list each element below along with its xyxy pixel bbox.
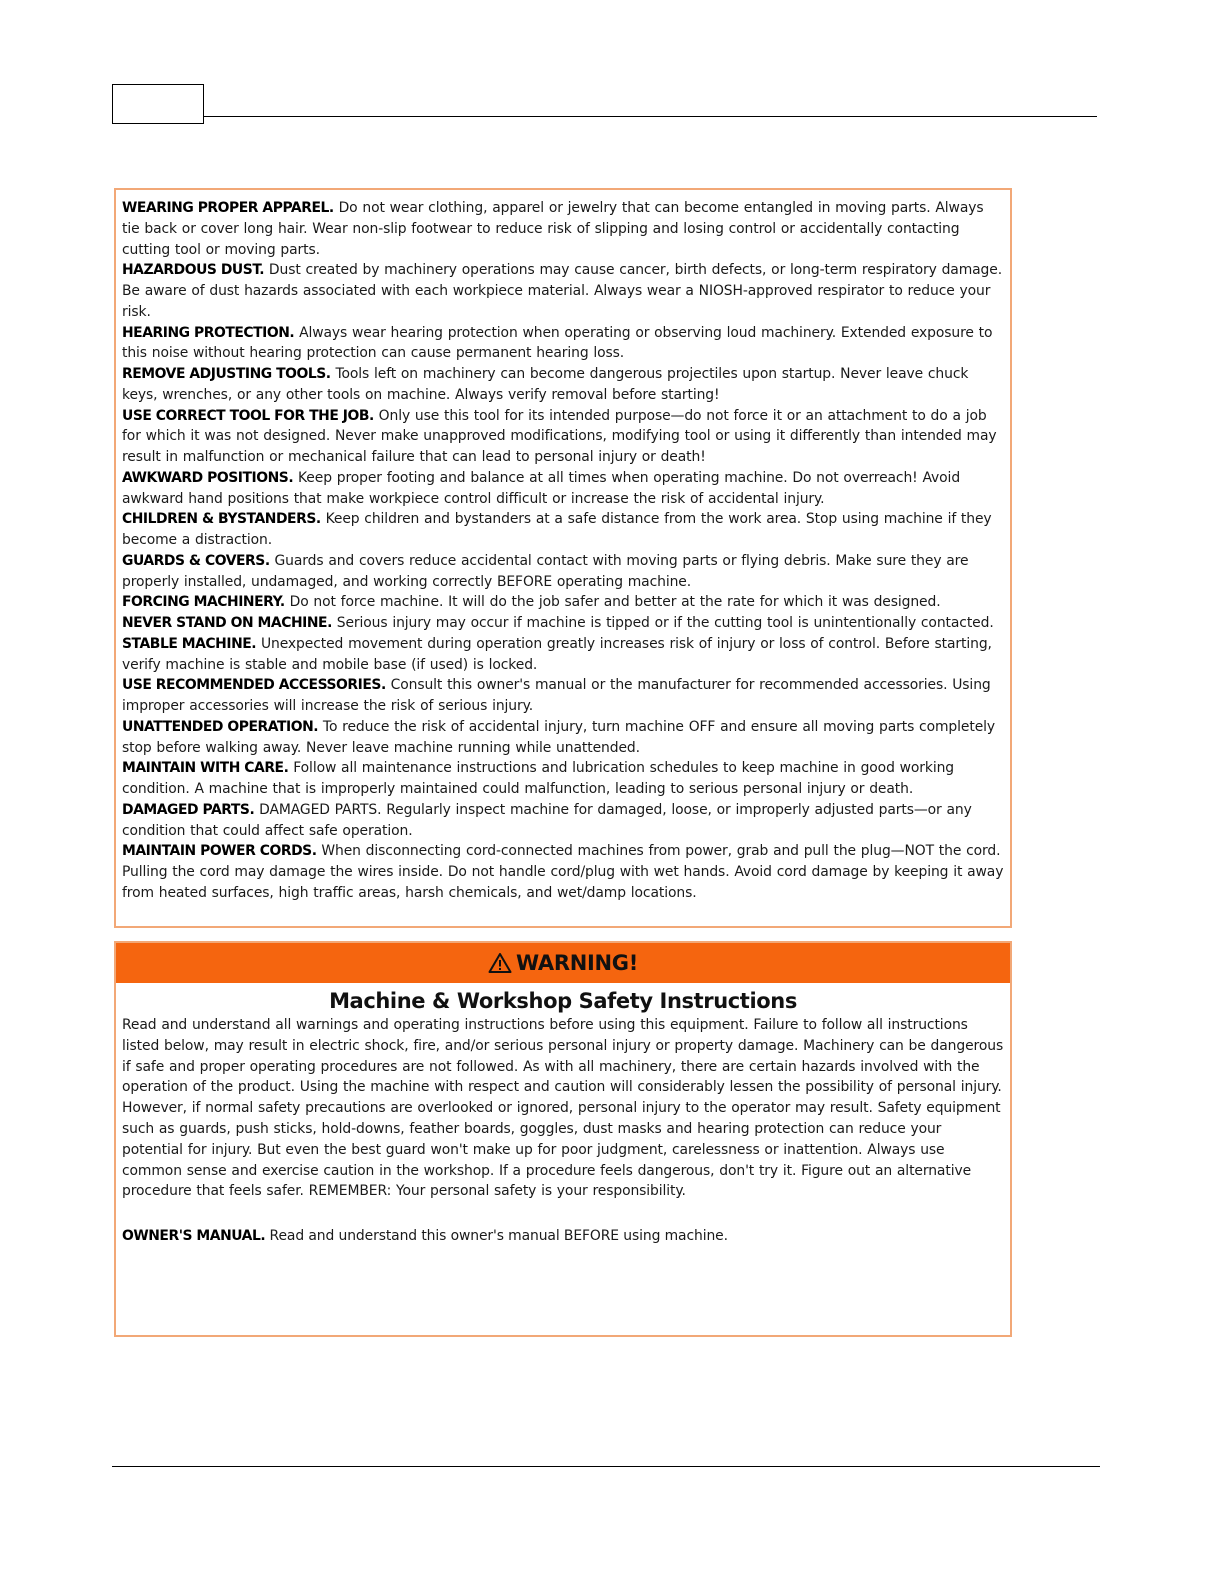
rule-text: Do not wear clothing, apparel or jewelry that can become entangled in moving parts. Always tie back or cover long hair. Wear non-slip footwear to reduce risk of slipping and losing control or accidentally contacting cutting tool or moving parts. bbox=[122, 200, 984, 258]
rule-use-correct-tool bbox=[122, 406, 1004, 468]
rule-damaged-parts bbox=[122, 800, 1004, 842]
warning-box bbox=[114, 941, 1012, 1337]
rule-wearing-proper-apparel bbox=[122, 198, 1004, 260]
rule-text: Tools left on machinery can become dangerous projectiles upon startup. Never leave chuck keys, wrenches, or any other tools on machine. Always verify removal before starting! bbox=[122, 366, 969, 403]
rule-unattended-operation bbox=[122, 717, 1004, 759]
rule-text: To reduce the risk of accidental injury, turn machine OFF and ensure all moving parts completely stop before walking away. Never leave machine running while unattended. bbox=[122, 718, 996, 756]
rule-text: Unexpected movement during operation greatly increases risk of injury or loss of control. Before starting, verify machine is stable and mobile base (if used) is locked. bbox=[122, 635, 992, 673]
rule-maintain-power-cords bbox=[122, 841, 1004, 903]
rule-heading: CHILDREN & BYSTANDERS. bbox=[122, 511, 321, 528]
rule-stable-machine bbox=[122, 634, 1004, 676]
rule-heading: USE RECOMMENDED ACCESSORIES. bbox=[122, 677, 386, 694]
rule-forcing-machinery bbox=[122, 592, 1004, 613]
warning-triangle-icon bbox=[488, 952, 512, 974]
rule-text: Dust created by machinery operations may cause cancer, birth defects, or long-term respiratory damage. Be aware of dust hazards associated with each workpiece material. Always wear a NIOSH-approved respirator to reduce your risk. bbox=[122, 262, 1003, 320]
rule-heading: WEARING PROPER APPAREL. bbox=[122, 200, 334, 216]
rule-heading: HEARING PROTECTION. bbox=[122, 324, 295, 341]
rule-text: Guards and covers reduce accidental contact with moving parts or flying debris. Make sure they are properly installed, undamaged, and working correctly BEFORE operating machine. bbox=[122, 552, 969, 590]
rule-heading: MAINTAIN POWER CORDS. bbox=[122, 843, 317, 860]
rule-text: DAMAGED PARTS. Regularly inspect machine for damaged, loose, or improperly adjusted parts—or any condition that could affect safe operation. bbox=[122, 801, 972, 839]
rule-heading: MAINTAIN WITH CARE. bbox=[122, 760, 289, 777]
rule-guards-covers bbox=[122, 551, 1004, 593]
header-rule bbox=[204, 116, 1097, 117]
owners-manual-text: Read and understand this owner's manual BEFORE using machine. bbox=[269, 1228, 728, 1245]
rule-children-bystanders bbox=[122, 509, 1004, 551]
rule-text: Always wear hearing protection when operating or observing loud machinery. Extended exposure to this noise without hearing protection can cause permanent hearing loss. bbox=[122, 324, 993, 362]
rule-awkward-positions bbox=[122, 468, 1004, 510]
rule-text: Keep proper footing and balance at all times when operating machine. Do not overreach! Avoid awkward hand positions that make workpiece control difficult or increase the risk of accidental injury. bbox=[122, 469, 961, 507]
rule-text: Follow all maintenance instructions and lubrication schedules to keep machine in good working condition. A machine that is improperly maintained could malfunction, leading to serious personal injury or death. bbox=[122, 760, 955, 797]
warning-banner bbox=[116, 943, 1010, 983]
rule-heading: NEVER STAND ON MACHINE. bbox=[122, 615, 332, 631]
rule-use-recommended-accessories bbox=[122, 675, 1004, 717]
rule-heading: HAZARDOUS DUST. bbox=[122, 262, 265, 279]
rule-heading: GUARDS & COVERS. bbox=[122, 552, 270, 569]
rule-heading: FORCING MACHINERY. bbox=[122, 594, 285, 611]
rule-heading: AWKWARD POSITIONS. bbox=[122, 469, 294, 486]
page-number-box bbox=[112, 84, 204, 124]
owners-manual-note bbox=[116, 1226, 1010, 1247]
rule-text: When disconnecting cord-connected machines from power, grab and pull the plug—NOT the cord. Pulling the cord may damage the wires inside. Do not handle cord/plug with wet hands. Avoid cord damage by keeping it away from heated surfaces, high traffic areas, harsh chemicals, and wet/damp locations. bbox=[122, 843, 1004, 901]
rule-heading: DAMAGED PARTS. bbox=[122, 801, 255, 818]
owners-manual-heading: OWNER'S MANUAL. bbox=[122, 1228, 266, 1245]
footer-rule bbox=[112, 1466, 1100, 1467]
rule-text: Consult this owner's manual or the manufacturer for recommended accessories. Using improper accessories will increase the risk of serious injury. bbox=[122, 677, 991, 714]
rule-heading: REMOVE ADJUSTING TOOLS. bbox=[122, 366, 331, 382]
rule-text: Serious injury may occur if machine is tipped or if the cutting tool is unintentionally contacted. bbox=[336, 615, 994, 631]
rule-maintain-with-care bbox=[122, 758, 1004, 800]
warning-title: Machine & Workshop Safety Instructions bbox=[329, 989, 797, 1013]
warning-body: Read and understand all warnings and operating instructions before using this equipment. Failure to follow all instructions listed below, may result in electric shock, fire, and/or serious personal injury or property damage. Machinery can be dangerous if safe and proper operating procedures are not followed. As with all machinery, there are certain hazards involved with the operation of the product. Using the machine with respect and caution will considerably lessen the possibility of personal injury. However, if normal safety precautions are overlooked or ignored, personal injury to the operator may result. Safety equipment such as guards, push sticks, hold-downs, feather boards, goggles, dust masks and hearing protection can reduce your potential for injury. But even the best guard won't make up for poor judgment, carelessness or inattention. Always use common sense and exercise caution in the workshop. If a procedure feels dangerous, don't try it. Figure out an alternative procedure that feels safer. REMEMBER: Your personal safety is your responsibility. bbox=[122, 1017, 1004, 1200]
rule-never-stand-on-machine bbox=[122, 613, 1004, 634]
rule-heading: USE CORRECT TOOL FOR THE JOB. bbox=[122, 407, 374, 424]
rule-hazardous-dust bbox=[122, 260, 1004, 322]
safety-rules-box bbox=[114, 188, 1012, 928]
rule-text: Keep children and bystanders at a safe distance from the work area. Stop using machine if they become a distraction. bbox=[122, 511, 992, 548]
rule-hearing-protection bbox=[122, 323, 1004, 365]
rule-heading: UNATTENDED OPERATION. bbox=[122, 718, 319, 735]
rule-heading: STABLE MACHINE. bbox=[122, 635, 257, 652]
warning-label: WARNING! bbox=[515, 951, 639, 975]
rule-text: Only use this tool for its intended purpose—do not force it or an attachment to do a job for which it was not designed. Never make unapproved modifications, modifying tool or using it differently than intended may result in malfunction or mechanical failure that can lead to personal injury or death! bbox=[122, 407, 997, 465]
rule-text: Do not force machine. It will do the job safer and better at the rate for which it was designed. bbox=[289, 594, 941, 611]
rule-remove-adjusting-tools bbox=[122, 364, 1004, 406]
